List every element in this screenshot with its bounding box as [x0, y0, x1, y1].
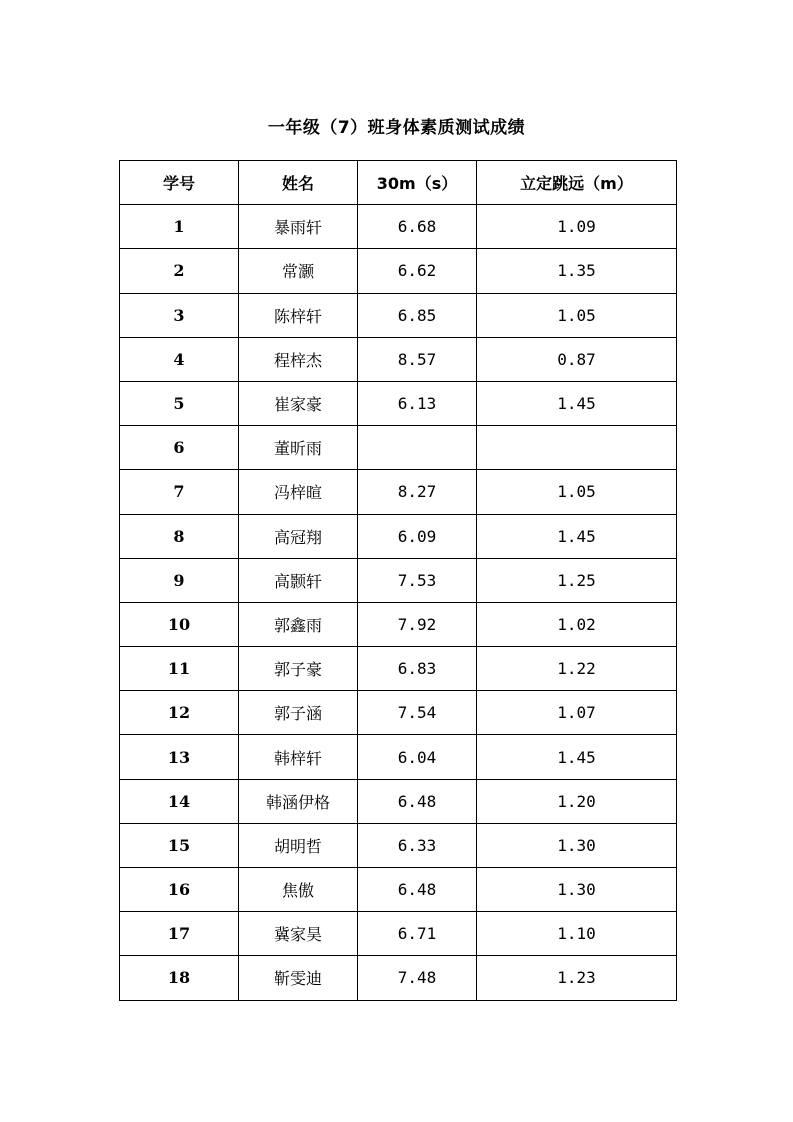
- table-row: [120, 602, 677, 646]
- sprint-time-cell: 6.04: [358, 735, 477, 779]
- table-row: [120, 426, 677, 470]
- student-id-cell: 1: [120, 205, 239, 249]
- header-standing-long-jump: 立定跳远（m）: [477, 161, 677, 205]
- student-id-cell: 16: [120, 868, 239, 912]
- table-row: [120, 558, 677, 602]
- sprint-time-cell: 7.48: [358, 956, 477, 1000]
- long-jump-cell: 1.30: [477, 823, 677, 867]
- table-row: [120, 691, 677, 735]
- table-header-row: [120, 161, 677, 205]
- student-id-cell: 9: [120, 558, 239, 602]
- student-name-cell: 焦傲: [239, 868, 358, 912]
- sprint-time-cell: 6.09: [358, 514, 477, 558]
- student-id-cell: 4: [120, 337, 239, 381]
- student-id-cell: 11: [120, 647, 239, 691]
- table-row: [120, 779, 677, 823]
- student-id-cell: 12: [120, 691, 239, 735]
- long-jump-cell: 1.09: [477, 205, 677, 249]
- student-id-cell: 5: [120, 381, 239, 425]
- long-jump-cell: 1.25: [477, 558, 677, 602]
- long-jump-cell: 1.45: [477, 514, 677, 558]
- table-row: [120, 381, 677, 425]
- student-id-cell: 15: [120, 823, 239, 867]
- table-row: [120, 249, 677, 293]
- sprint-time-cell: 7.54: [358, 691, 477, 735]
- long-jump-cell: 1.02: [477, 602, 677, 646]
- student-name-cell: 程梓杰: [239, 337, 358, 381]
- student-id-cell: 13: [120, 735, 239, 779]
- student-name-cell: 高颢轩: [239, 558, 358, 602]
- student-id-cell: 17: [120, 912, 239, 956]
- student-id-cell: 18: [120, 956, 239, 1000]
- table-row: [120, 293, 677, 337]
- table-row: [120, 956, 677, 1000]
- long-jump-cell: 1.23: [477, 956, 677, 1000]
- table-row: [120, 912, 677, 956]
- sprint-time-cell: 6.48: [358, 868, 477, 912]
- sprint-time-cell: 7.53: [358, 558, 477, 602]
- header-name: 姓名: [239, 161, 358, 205]
- student-name-cell: 陈梓轩: [239, 293, 358, 337]
- student-name-cell: 郭子涵: [239, 691, 358, 735]
- student-name-cell: 韩涵伊格: [239, 779, 358, 823]
- long-jump-cell: [477, 426, 677, 470]
- table-row: [120, 337, 677, 381]
- student-name-cell: 暴雨轩: [239, 205, 358, 249]
- long-jump-cell: 1.20: [477, 779, 677, 823]
- sprint-time-cell: [358, 426, 477, 470]
- table-row: [120, 205, 677, 249]
- long-jump-cell: 1.45: [477, 735, 677, 779]
- long-jump-cell: 1.35: [477, 249, 677, 293]
- table-row: [120, 868, 677, 912]
- long-jump-cell: 0.87: [477, 337, 677, 381]
- student-name-cell: 胡明哲: [239, 823, 358, 867]
- student-id-cell: 14: [120, 779, 239, 823]
- student-id-cell: 8: [120, 514, 239, 558]
- sprint-time-cell: 6.48: [358, 779, 477, 823]
- student-name-cell: 冯梓暄: [239, 470, 358, 514]
- scores-table: [119, 160, 677, 1001]
- table-row: [120, 514, 677, 558]
- student-name-cell: 常灏: [239, 249, 358, 293]
- sprint-time-cell: 7.92: [358, 602, 477, 646]
- long-jump-cell: 1.10: [477, 912, 677, 956]
- student-name-cell: 靳雯迪: [239, 956, 358, 1000]
- table-row: [120, 735, 677, 779]
- student-id-cell: 7: [120, 470, 239, 514]
- student-name-cell: 郭子豪: [239, 647, 358, 691]
- sprint-time-cell: 6.68: [358, 205, 477, 249]
- table-row: [120, 647, 677, 691]
- sprint-time-cell: 6.85: [358, 293, 477, 337]
- sprint-time-cell: 6.13: [358, 381, 477, 425]
- long-jump-cell: 1.22: [477, 647, 677, 691]
- long-jump-cell: 1.07: [477, 691, 677, 735]
- sprint-time-cell: 6.33: [358, 823, 477, 867]
- sprint-time-cell: 6.83: [358, 647, 477, 691]
- student-id-cell: 6: [120, 426, 239, 470]
- header-student-id: 学号: [120, 161, 239, 205]
- sprint-time-cell: 6.62: [358, 249, 477, 293]
- table-row: [120, 470, 677, 514]
- header-30m-sprint: 30m（s）: [358, 161, 477, 205]
- student-id-cell: 3: [120, 293, 239, 337]
- student-id-cell: 10: [120, 602, 239, 646]
- sprint-time-cell: 6.71: [358, 912, 477, 956]
- sprint-time-cell: 8.27: [358, 470, 477, 514]
- student-name-cell: 崔家豪: [239, 381, 358, 425]
- table-row: [120, 823, 677, 867]
- student-name-cell: 冀家昊: [239, 912, 358, 956]
- student-name-cell: 董昕雨: [239, 426, 358, 470]
- long-jump-cell: 1.05: [477, 470, 677, 514]
- student-name-cell: 高冠翔: [239, 514, 358, 558]
- sprint-time-cell: 8.57: [358, 337, 477, 381]
- long-jump-cell: 1.05: [477, 293, 677, 337]
- student-name-cell: 郭鑫雨: [239, 602, 358, 646]
- student-name-cell: 韩梓轩: [239, 735, 358, 779]
- long-jump-cell: 1.45: [477, 381, 677, 425]
- page-title: 一年级（7）班身体素质测试成绩: [267, 118, 526, 138]
- student-id-cell: 2: [120, 249, 239, 293]
- long-jump-cell: 1.30: [477, 868, 677, 912]
